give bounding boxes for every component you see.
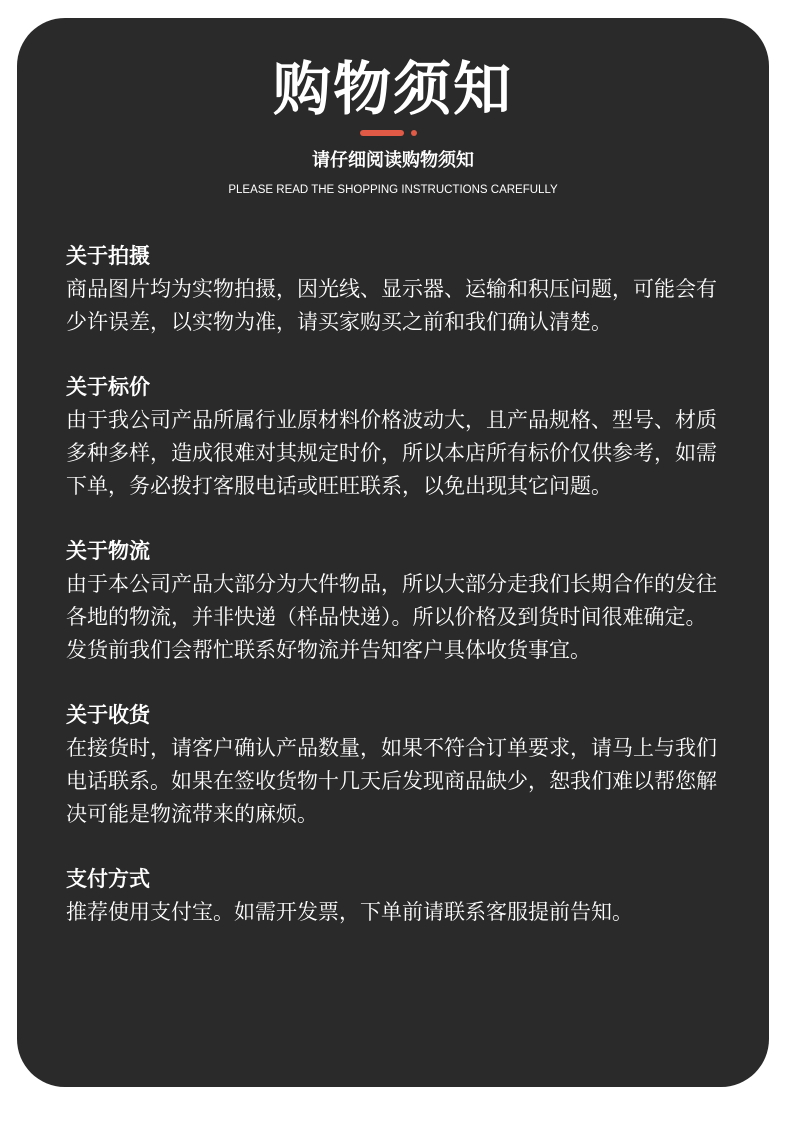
section-body: 由于我公司产品所属行业原材料价格波动大，且产品规格、型号、材质多种多样，造成很难对其规定时价，所以本店所有标价仅供参考，如需下单，务必拨打客服电话或旺旺联系，以免出现其它问题。 [66,408,717,498]
section-heading: 支付方式 [66,867,150,891]
page-subtitle: 请仔细阅读购物须知 [312,150,474,171]
section-heading: 关于标价 [66,375,150,399]
section-heading: 关于物流 [66,539,150,563]
section-body: 推荐使用支付宝。如需开发票，下单前请联系客服提前告知。 [66,900,633,924]
section-logistics [66,535,726,667]
section-heading: 关于拍摄 [66,244,150,268]
notice-card [17,18,769,1087]
page-title: 购物须知 [272,55,513,123]
section-receiving [66,699,726,831]
notice-sections [66,240,726,961]
page-subtitle-english: PLEASE READ THE SHOPPING INSTRUCTIONS CAREFULLY [228,184,558,196]
section-photography [66,240,726,339]
section-body: 商品图片均为实物拍摄，因光线、显示器、运输和积压问题，可能会有少许误差，以实物为准，请买家购买之前和我们确认清楚。 [66,277,717,334]
divider-bar [360,130,404,136]
section-heading: 关于收货 [66,703,150,727]
divider-dot [411,130,417,136]
title-divider [360,130,420,136]
section-body: 由于本公司产品大部分为大件物品，所以大部分走我们长期合作的发往各地的物流，并非快递（样品快递）。所以价格及到货时间很难确定。发货前我们会帮忙联系好物流并告知客户具体收货事宜。 [66,572,717,662]
section-body: 在接货时，请客户确认产品数量，如果不符合订单要求，请马上与我们电话联系。如果在签收货物十几天后发现商品缺少，恕我们难以帮您解决可能是物流带来的麻烦。 [66,736,717,826]
section-pricing [66,371,726,503]
section-payment [66,863,726,929]
